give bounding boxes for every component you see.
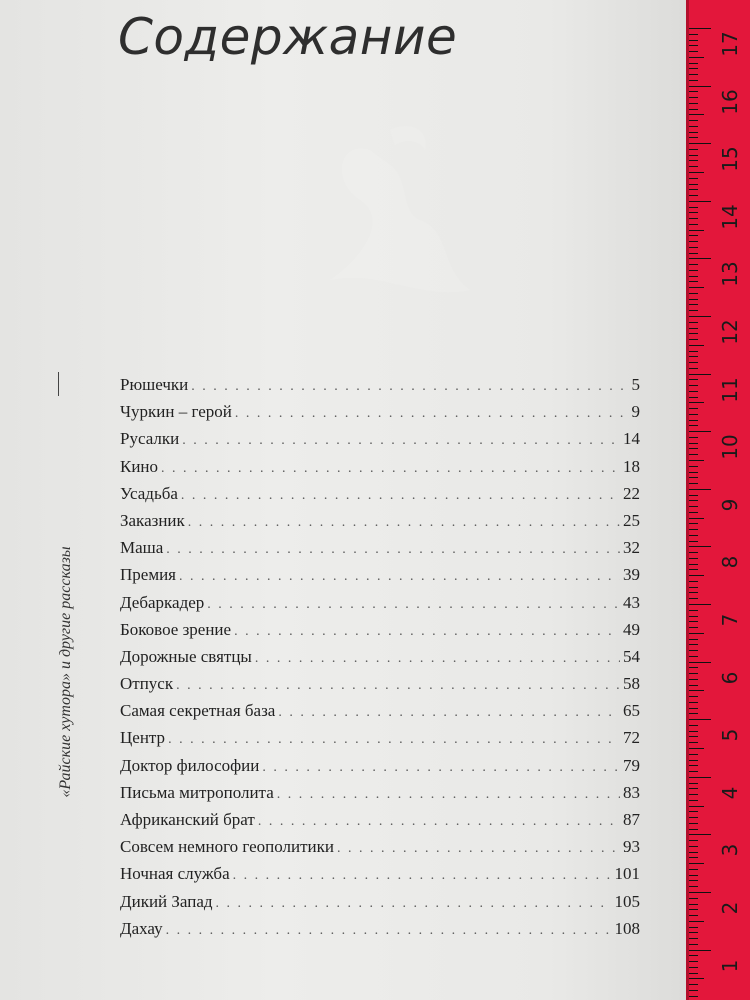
side-running-title: «Райские хутора» и другие рассказы xyxy=(57,546,74,798)
ruler-tick xyxy=(689,978,704,979)
ruler-tick xyxy=(689,103,698,104)
ruler-tick xyxy=(689,51,698,52)
ruler-tick xyxy=(689,97,698,98)
toc-entry xyxy=(120,837,640,864)
ruler-tick xyxy=(689,880,698,881)
ruler-tick xyxy=(689,120,698,121)
toc-entry-title: Боковое зрение xyxy=(120,619,232,639)
toc-entry-page: 101 xyxy=(614,864,640,884)
ruler-tick xyxy=(689,639,698,640)
ruler-tick xyxy=(689,575,704,576)
ruler-tick xyxy=(689,852,698,853)
swan-watermark-icon xyxy=(300,110,530,330)
ruler-tick xyxy=(689,443,698,444)
ruler-tick xyxy=(689,708,698,709)
ruler-tick xyxy=(689,287,704,288)
ruler-tick xyxy=(689,857,698,858)
ruler-tick xyxy=(689,581,698,582)
ruler-tick xyxy=(689,258,711,259)
toc-entry-page: 87 xyxy=(623,810,640,829)
toc-entry-title: Дахау xyxy=(120,918,163,938)
toc-entry-title: Отпуск xyxy=(120,674,174,694)
toc-entry-title: Дорожные святцы xyxy=(120,646,252,666)
toc-entry-title: Дебаркадер xyxy=(120,592,205,612)
ruler-tick xyxy=(689,967,698,968)
ruler-tick xyxy=(689,495,698,496)
toc-entry-page: 22 xyxy=(623,483,640,503)
ruler-tick xyxy=(689,892,711,893)
ruler-tick xyxy=(689,950,711,951)
toc-entry xyxy=(120,402,640,429)
ruler-tick xyxy=(689,172,704,173)
ruler-tick xyxy=(689,149,698,150)
ruler-tick xyxy=(689,339,698,340)
ruler-tick xyxy=(689,155,698,156)
toc-entry xyxy=(120,429,640,456)
ruler-tick xyxy=(689,915,698,916)
ruler-tick xyxy=(689,806,704,807)
ruler-tick xyxy=(689,362,698,363)
toc-entry-title: Кино xyxy=(120,456,159,476)
toc-entry xyxy=(120,565,640,592)
toc-entry xyxy=(120,892,640,919)
toc-entry-title: Доктор философии xyxy=(120,755,260,775)
ruler-tick xyxy=(689,356,698,357)
ruler-tick xyxy=(689,40,698,41)
page-title: Содержание xyxy=(118,8,458,66)
ruler-tick xyxy=(689,794,698,795)
toc-entry-title: Русалки xyxy=(120,429,180,449)
ruler-tick xyxy=(689,644,698,645)
ruler-number: 6 xyxy=(718,671,742,684)
ruler-tick xyxy=(689,166,698,167)
toc-entry-page: 14 xyxy=(623,429,640,449)
ruler-tick xyxy=(689,719,711,720)
ruler-tick xyxy=(689,506,698,507)
ruler-tick xyxy=(689,80,698,81)
toc-entry-page: 93 xyxy=(623,837,640,857)
ruler-tick xyxy=(689,673,698,674)
ruler-tick xyxy=(689,909,698,910)
toc-entry-title: Усадьба xyxy=(120,483,178,503)
ruler-tick xyxy=(689,961,698,962)
ruler-tick xyxy=(689,253,698,254)
ruler-tick xyxy=(689,512,698,513)
toc-leader-dots xyxy=(258,814,620,830)
toc-leader-dots xyxy=(277,787,620,803)
toc-entry-page: 72 xyxy=(623,728,640,748)
toc-entry-page: 54 xyxy=(623,646,640,666)
ruler-tick xyxy=(689,454,698,455)
ruler-tick xyxy=(689,247,698,248)
ruler-number: 3 xyxy=(718,844,742,857)
toc-entry xyxy=(120,728,640,755)
ruler-number: 14 xyxy=(718,204,742,230)
ruler-number: 16 xyxy=(718,88,742,115)
ruler-tick xyxy=(689,472,698,473)
ruler-tick xyxy=(689,276,698,277)
ruler-tick xyxy=(689,414,698,415)
ruler-tick xyxy=(689,351,698,352)
ruler-tick xyxy=(689,304,698,305)
ruler-tick xyxy=(689,195,698,196)
ruler-tick xyxy=(689,546,711,547)
toc-entry-page: 39 xyxy=(623,565,640,585)
ruler-tick xyxy=(689,241,698,242)
ruler-tick xyxy=(689,731,698,732)
ruler-tick xyxy=(689,189,698,190)
ruler-tick xyxy=(689,466,698,467)
ruler-tick xyxy=(689,990,698,991)
toc-entry-page: 49 xyxy=(623,619,640,639)
ruler-tick xyxy=(689,662,711,663)
toc-entry xyxy=(120,538,640,565)
ruler-tick xyxy=(689,68,698,69)
ruler-tick xyxy=(689,207,698,208)
ruler-tick xyxy=(689,541,698,542)
ruler-tick xyxy=(689,754,698,755)
ruler-tick xyxy=(689,126,698,127)
toc-leader-dots xyxy=(182,433,620,449)
ruler-tick xyxy=(689,218,698,219)
ruler-number: 5 xyxy=(718,728,742,742)
toc-entry-title: Дикий Запад xyxy=(120,891,213,911)
ruler-tick xyxy=(689,840,698,841)
toc-entry-page: 79 xyxy=(623,755,640,775)
ruler-tick xyxy=(689,535,698,536)
ruler-tick xyxy=(689,224,698,225)
ruler-tick xyxy=(689,109,698,110)
ruler-tick xyxy=(689,552,698,553)
table-of-contents xyxy=(120,375,640,946)
ruler-tick xyxy=(689,264,698,265)
ruler-tick xyxy=(689,898,698,899)
ruler-tick xyxy=(689,379,698,380)
ruler-tick xyxy=(689,160,698,161)
ruler-number: 2 xyxy=(718,901,742,915)
ruler-tick xyxy=(689,621,698,622)
ruler-tick xyxy=(689,397,698,398)
toc-entry-title: Рюшечки xyxy=(120,375,189,394)
toc-entry-title: Премия xyxy=(120,565,176,585)
ruler-tick xyxy=(689,293,698,294)
ruler-tick xyxy=(689,391,698,392)
ruler-tick xyxy=(689,63,698,64)
toc-entry-page: 108 xyxy=(614,918,640,938)
ruler-tick xyxy=(689,184,698,185)
toc-leader-dots xyxy=(235,406,629,422)
ruler-tick xyxy=(689,955,698,956)
ruler-tick xyxy=(689,28,711,29)
ruler-tick xyxy=(689,500,698,501)
toc-entry-page: 105 xyxy=(614,891,640,911)
ruler-tick xyxy=(689,132,698,133)
ruler-tick xyxy=(689,448,698,449)
spine-divider xyxy=(58,372,59,396)
ruler-tick xyxy=(689,817,698,818)
ruler-tick xyxy=(689,869,698,870)
ruler-tick xyxy=(689,944,698,945)
ruler-tick xyxy=(689,368,698,369)
ruler-tick xyxy=(689,420,698,421)
ruler-tick xyxy=(689,765,698,766)
ruler-tick xyxy=(689,316,711,317)
ruler-tick xyxy=(689,437,698,438)
ruler-tick xyxy=(689,477,698,478)
toc-entry-page: 83 xyxy=(623,782,640,802)
toc-entry-page: 9 xyxy=(631,402,640,422)
ruler-tick xyxy=(689,696,698,697)
ruler-tick xyxy=(689,91,698,92)
ruler-tick xyxy=(689,333,698,334)
toc-leader-dots xyxy=(234,624,620,640)
toc-leader-dots xyxy=(278,705,620,721)
ruler-tick xyxy=(689,846,698,847)
toc-entry xyxy=(120,864,640,891)
toc-entry xyxy=(120,756,640,783)
ruler-tick xyxy=(689,230,704,231)
toc-entry xyxy=(120,620,640,647)
ruler-tick xyxy=(689,604,711,605)
ruler-tick xyxy=(689,875,698,876)
ruler-tick xyxy=(689,904,698,905)
ruler-tick xyxy=(689,742,698,743)
ruler-tick xyxy=(689,34,698,35)
ruler-tick xyxy=(689,685,698,686)
toc-entry-title: Маша xyxy=(120,538,164,558)
toc-leader-dots xyxy=(179,569,620,585)
toc-leader-dots xyxy=(262,760,620,776)
toc-leader-dots xyxy=(176,678,620,694)
toc-entry xyxy=(120,593,640,620)
ruler-tick xyxy=(689,927,698,928)
ruler-tick xyxy=(689,788,698,789)
ruler-number: 8 xyxy=(718,556,742,569)
ruler-tick xyxy=(689,425,698,426)
toc-leader-dots xyxy=(166,923,612,939)
ruler-tick xyxy=(689,823,698,824)
ruler-tick xyxy=(689,345,704,346)
ruler-tick xyxy=(689,45,698,46)
toc-entry-page: 5 xyxy=(631,375,640,394)
ruler-tick xyxy=(689,616,698,617)
ruler-tick xyxy=(689,558,698,559)
ruler-tick xyxy=(689,627,698,628)
ruler-tick xyxy=(689,760,698,761)
ruler-tick xyxy=(689,328,698,329)
ruler-tick xyxy=(689,748,704,749)
ruler-tick xyxy=(689,863,704,864)
ruler-number: 7 xyxy=(718,613,742,627)
ruler-tick xyxy=(689,137,698,138)
toc-leader-dots xyxy=(216,896,612,912)
ruler-tick xyxy=(689,650,698,651)
ruler-number: 15 xyxy=(718,146,742,172)
ruler-tick xyxy=(689,932,698,933)
toc-entry xyxy=(120,674,640,701)
toc-entry xyxy=(120,457,640,484)
ruler-tick xyxy=(689,598,698,599)
ruler-tick xyxy=(689,299,698,300)
toc-entry-title: Африканский брат xyxy=(120,810,255,829)
ruler-tick xyxy=(689,143,711,144)
ruler-tick xyxy=(689,938,698,939)
ruler-tick xyxy=(689,408,698,409)
toc-entry xyxy=(120,484,640,511)
measuring-ruler xyxy=(686,0,750,1000)
ruler-tick xyxy=(689,656,698,657)
ruler-tick xyxy=(689,777,711,778)
ruler-tick xyxy=(689,523,698,524)
ruler-tick xyxy=(689,374,711,375)
ruler-tick xyxy=(689,725,698,726)
ruler-number: 9 xyxy=(718,498,742,512)
toc-entry-title: Чуркин – герой xyxy=(120,402,232,422)
toc-entry-page: 58 xyxy=(623,674,640,694)
ruler-tick xyxy=(689,679,698,680)
toc-entry xyxy=(120,647,640,674)
ruler-number: 4 xyxy=(718,786,742,800)
ruler-tick xyxy=(689,74,698,75)
ruler-tick xyxy=(689,489,711,490)
ruler-tick xyxy=(689,385,698,386)
ruler-tick xyxy=(689,483,698,484)
ruler-tick xyxy=(689,212,698,213)
toc-entry-page: 25 xyxy=(623,510,640,530)
toc-entry-page: 65 xyxy=(623,701,640,721)
ruler-number: 11 xyxy=(718,376,742,403)
ruler-tick xyxy=(689,973,698,974)
ruler-number: 10 xyxy=(718,434,742,460)
ruler-tick xyxy=(689,736,698,737)
ruler-tick xyxy=(689,610,698,611)
ruler-tick xyxy=(689,829,698,830)
ruler-tick xyxy=(689,592,698,593)
toc-leader-dots xyxy=(161,461,620,477)
ruler-tick xyxy=(689,713,698,714)
ruler-number: 12 xyxy=(718,319,742,345)
ruler-tick xyxy=(689,587,698,588)
ruler-tick xyxy=(689,322,698,323)
ruler-number: 17 xyxy=(718,31,742,57)
toc-entry-page: 32 xyxy=(623,538,640,558)
ruler-tick xyxy=(689,984,698,985)
toc-entry-page: 18 xyxy=(623,456,640,476)
ruler-tick xyxy=(689,310,698,311)
ruler-tick xyxy=(689,270,698,271)
toc-leader-dots xyxy=(191,379,628,395)
ruler-tick xyxy=(689,178,698,179)
ruler-tick xyxy=(689,402,704,403)
ruler-number: 1 xyxy=(718,959,742,972)
ruler-tick xyxy=(689,569,698,570)
ruler-tick xyxy=(689,460,704,461)
ruler-tick xyxy=(689,564,698,565)
ruler-tick xyxy=(689,886,698,887)
ruler-tick xyxy=(689,667,698,668)
toc-leader-dots xyxy=(168,732,620,748)
ruler-tick xyxy=(689,771,698,772)
toc-leader-dots xyxy=(337,841,620,857)
ruler-tick xyxy=(689,281,698,282)
toc-entry-title: Центр xyxy=(120,728,166,748)
toc-entry xyxy=(120,919,640,946)
ruler-tick xyxy=(689,811,698,812)
ruler-tick xyxy=(689,921,704,922)
ruler-tick xyxy=(689,800,698,801)
toc-entry xyxy=(120,701,640,728)
toc-entry xyxy=(120,810,640,837)
toc-entry xyxy=(120,511,640,538)
toc-leader-dots xyxy=(188,515,620,531)
toc-leader-dots xyxy=(166,542,620,558)
toc-entry-title: Совсем немного геополитики xyxy=(120,837,335,857)
toc-entry-title: Заказник xyxy=(120,510,185,530)
ruler-tick xyxy=(689,57,704,58)
toc-entry-title: Самая секретная база xyxy=(120,701,276,721)
ruler-tick xyxy=(689,114,704,115)
ruler-tick xyxy=(689,690,704,691)
toc-leader-dots xyxy=(255,651,620,667)
ruler-tick xyxy=(689,201,711,202)
ruler-tick xyxy=(689,431,711,432)
ruler-tick xyxy=(689,702,698,703)
ruler-tick xyxy=(689,86,711,87)
toc-leader-dots xyxy=(233,868,612,884)
ruler-tick xyxy=(689,783,698,784)
toc-leader-dots xyxy=(207,597,620,613)
ruler-tick xyxy=(689,633,704,634)
toc-entry xyxy=(120,375,640,402)
ruler-tick xyxy=(689,834,711,835)
toc-entry xyxy=(120,783,640,810)
toc-entry-title: Ночная служба xyxy=(120,864,230,884)
ruler-tick xyxy=(689,518,704,519)
toc-leader-dots xyxy=(181,488,620,504)
ruler-number: 13 xyxy=(718,261,742,288)
ruler-tick xyxy=(689,996,698,997)
ruler-tick xyxy=(689,235,698,236)
toc-entry-page: 43 xyxy=(623,592,640,612)
toc-entry-title: Письма митрополита xyxy=(120,782,274,802)
ruler-tick xyxy=(689,529,698,530)
